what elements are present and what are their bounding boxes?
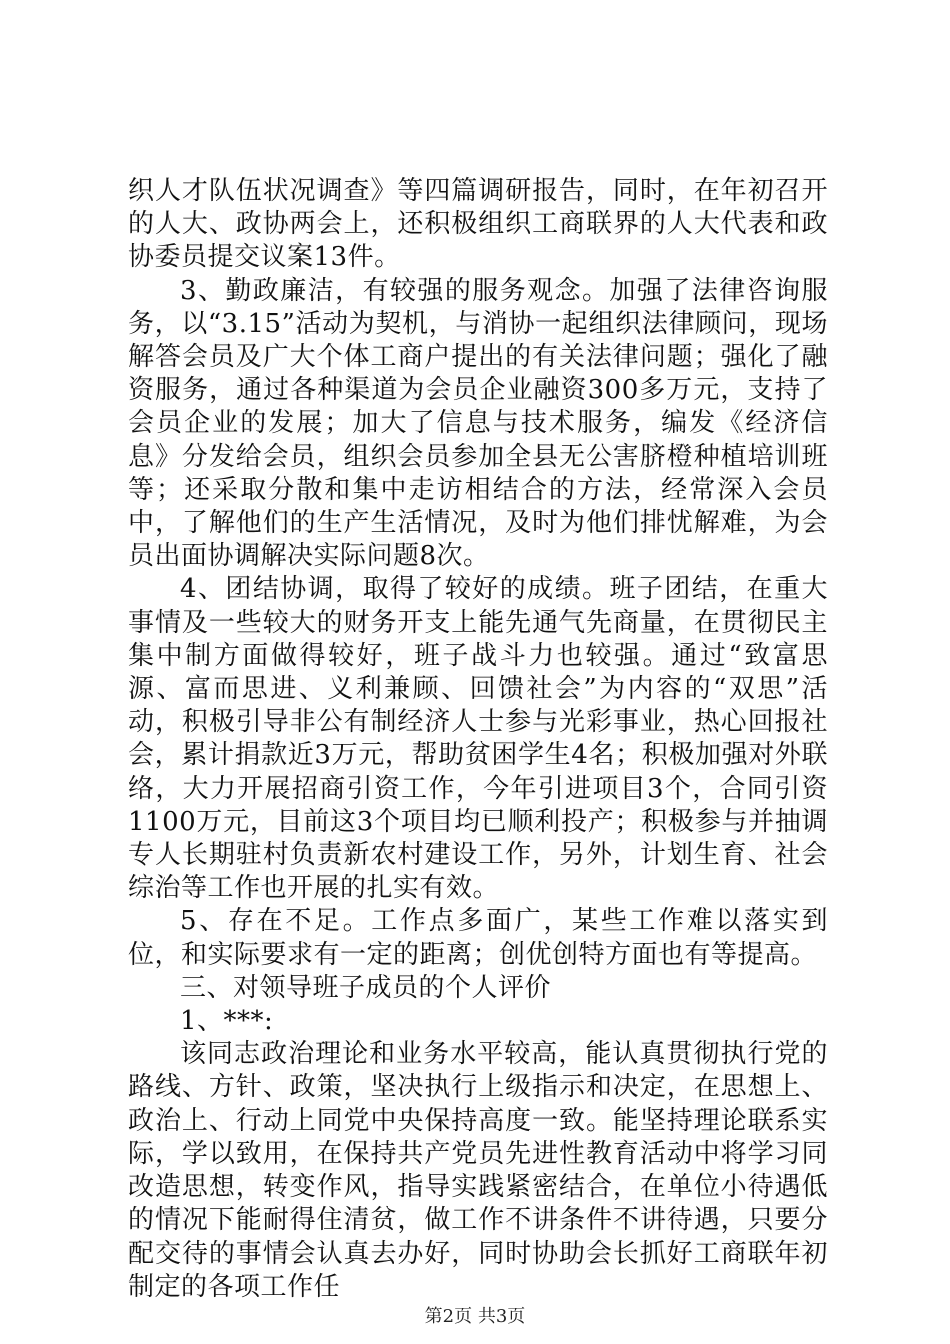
page-footer bbox=[0, 1306, 950, 1328]
paragraph-item-5: 5、存在不足。工作点多面广，某些工作难以落实到位，和实际要求有一定的距离；创优创特方面也有等提高。 bbox=[128, 906, 828, 970]
subsection-heading: 1、***: bbox=[180, 1006, 274, 1037]
document-body bbox=[128, 175, 828, 1304]
section-heading: 三、对领导班子成员的个人评价 bbox=[180, 972, 552, 1003]
paragraph-evaluation: 该同志政治理论和业务水平较高，能认真贯彻执行党的路线、方针、政策，坚决执行上级指示和决定，在思想上、政治上、行动上同党中央保持高度一致。能坚持理论联系实际，学以致用，在保持共产党员先进性教育活动中将学习同改造思想，转变作风，指导实践紧密结合，在单位小待遇低的情况下能耐得住清贫，做工作不讲条件不讲待遇，只要分配交待的事情会认真去办好，同时协助会长抓好工商联年初制定的各项工作任 bbox=[128, 1039, 828, 1302]
paragraph-item-4: 4、团结协调，取得了较好的成绩。班子团结，在重大事情及一些较大的财务开支上能先通气先商量，在贯彻民主集中制方面做得较好，班子战斗力也较强。通过“致富思源、富而思进、义利兼顾、回馈社会”为内容的“双思”活动，积极引导非公有制经济人士参与光彩事业，热心回报社会，累计捐款近3万元，帮助贫困学生4名；积极加强对外联络，大力开展招商引资工作，今年引进项目3个，合同引资1100万元，目前这3个项目均已顺利投产；积极参与并抽调专人长期驻村负责新农村建设工作，另外，计划生育、社会综治等工作也开展的扎实有效。 bbox=[128, 574, 828, 904]
page-number: 第2页 共3页 bbox=[424, 1306, 526, 1327]
paragraph-continuation: 织人才队伍状况调查》等四篇调研报告，同时，在年初召开的人大、政协两会上，还积极组织工商联界的人大代表和政协委员提交议案13件。 bbox=[128, 176, 828, 273]
paragraph-item-3: 3、勤政廉洁，有较强的服务观念。加强了法律咨询服务，以“3.15”活动为契机，与消协一起组织法律顾问，现场解答会员及广大个体工商户提出的有关法律问题；强化了融资服务，通过各种渠道为会员企业融资300多万元，支持了会员企业的发展；加大了信息与技术服务，编发《经济信息》分发给会员，组织会员参加全县无公害脐橙种植培训班等；还采取分散和集中走访相结合的方法，经常深入会员中，了解他们的生产生活情况，及时为他们排忧解难，为会员出面协调解决实际问题8次。 bbox=[128, 275, 828, 572]
